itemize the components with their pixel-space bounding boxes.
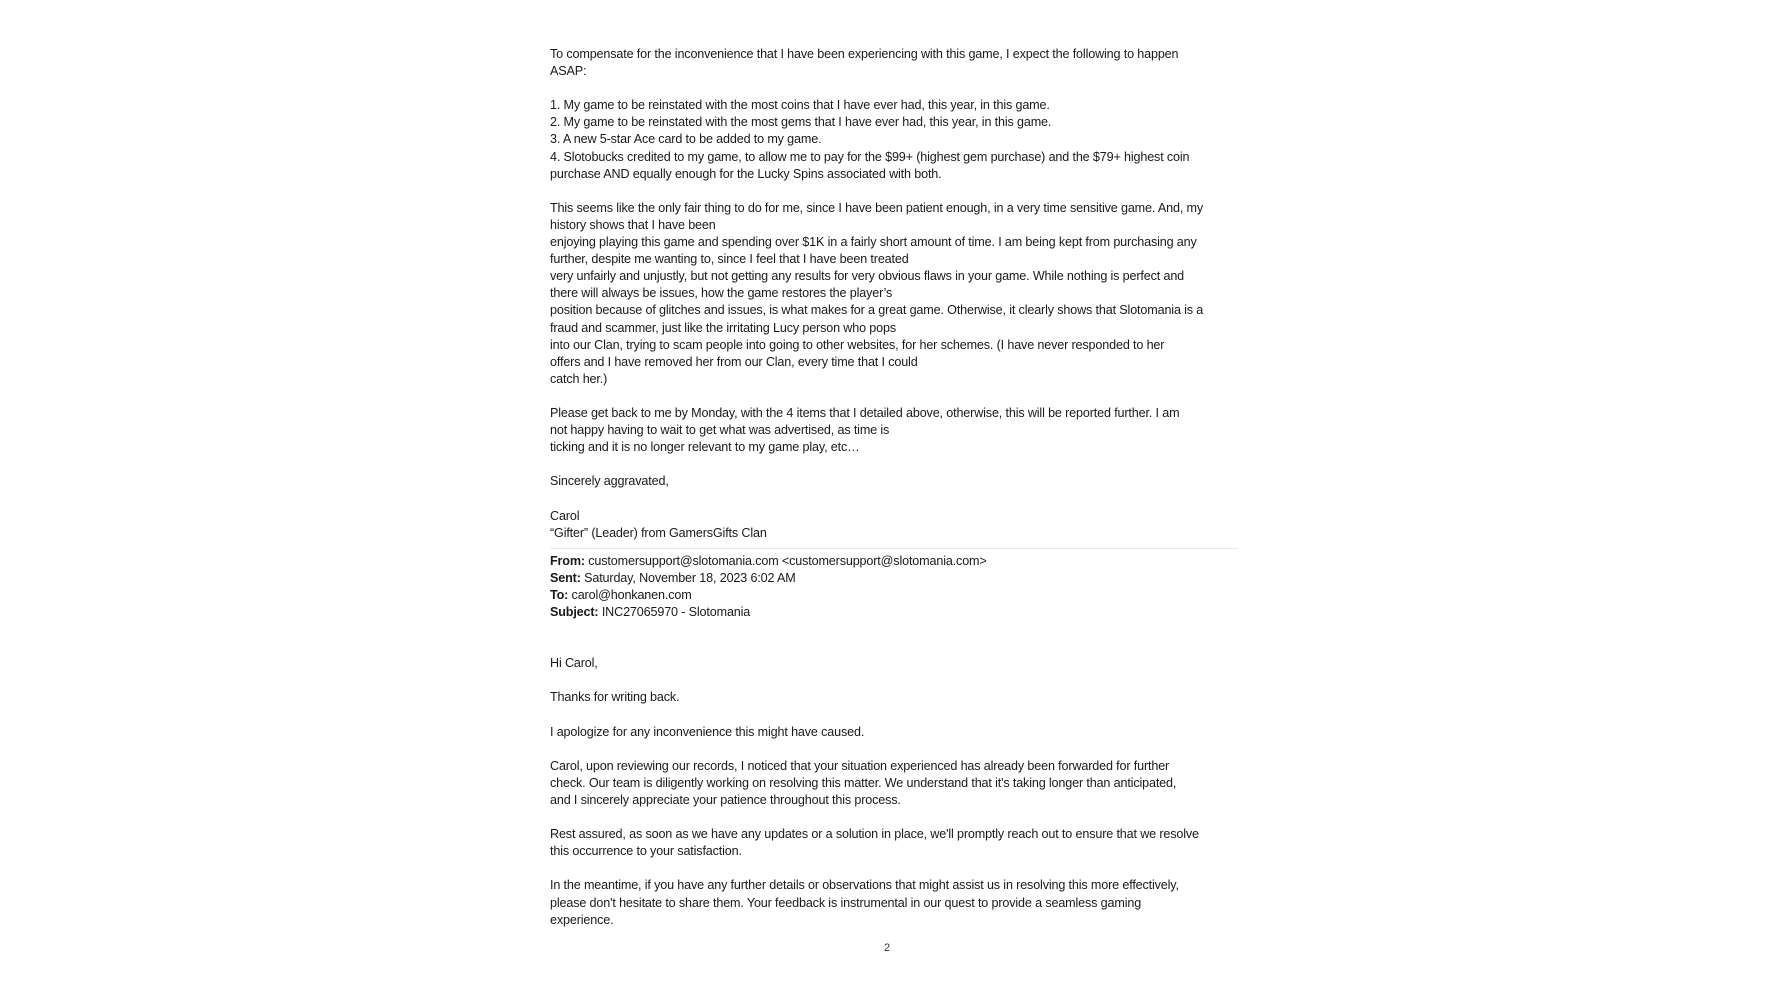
text-line: this occurrence to your satisfaction.	[550, 844, 742, 859]
reply-apology	[550, 724, 1240, 741]
header-subject	[550, 604, 1240, 621]
text-line: This seems like the only fair thing to do for me, since I have been patient enough, in a very time sensitive game. And, my	[550, 200, 1204, 215]
page-number: 2	[884, 942, 891, 954]
text-line: history shows that I have been	[550, 217, 716, 232]
text-line: not happy having to wait to get what was advertised, as time is	[550, 423, 890, 438]
header-to	[550, 587, 1240, 604]
text-line: there will always be issues, how the game restores the player’s	[550, 286, 893, 301]
reply-assurance-paragraph	[550, 826, 1240, 860]
text-line: into our Clan, trying to scam people into going to other websites, for her schemes. (I have never responded to her	[550, 337, 1165, 352]
text-line: Carol, upon reviewing our records, I noticed that your situation experienced has already been forwarded for further	[550, 758, 1170, 773]
text-line: and I sincerely appreciate your patience throughout this process.	[550, 792, 901, 807]
to-value: carol@honkanen.com	[568, 587, 692, 602]
sent-label: Sent:	[550, 570, 581, 585]
reply-meantime-paragraph	[550, 877, 1240, 928]
intro-paragraph	[550, 46, 1240, 80]
text-line: check. Our team is diligently working on resolving this matter. We understand that it's taking longer than anticipated,	[550, 775, 1177, 790]
list-item: 1. My game to be reinstated with the most coins that I have ever had, this year, in this game.	[550, 98, 1050, 113]
closing-text: Sincerely aggravated,	[550, 474, 669, 489]
document-page	[550, 46, 1240, 929]
text-line: very unfairly and unjustly, but not getting any results for very obvious flaws in your game. While nothing is perfect and	[550, 269, 1185, 284]
demands-list	[550, 97, 1240, 182]
text-line: catch her.)	[550, 371, 608, 386]
text-line: offers and I have removed her from our Clan, every time that I could	[550, 354, 918, 369]
subject-value: INC27065970 - Slotomania	[598, 605, 751, 619]
signature-title: “Gifter” (Leader) from GamersGifts Clan	[550, 525, 767, 540]
reply-greeting	[550, 655, 1240, 672]
text-line: Please get back to me by Monday, with the 4 items that I detailed above, otherwise, this will be reported further. I am	[550, 405, 1180, 420]
text-line: further, despite me wanting to, since I feel that I have been treated	[550, 252, 909, 267]
apology-text: I apologize for any inconvenience this might have caused.	[550, 724, 865, 739]
text-line: experience.	[550, 912, 614, 927]
from-label: From:	[550, 553, 585, 568]
list-item: 2. My game to be reinstated with the most gems that I have ever had, this year, in this game.	[550, 115, 1052, 130]
text-line: In the meantime, if you have any further details or observations that might assist us in resolving this more effectively,	[550, 878, 1179, 893]
signature-name: Carol	[550, 508, 580, 523]
list-item: purchase AND equally enough for the Lucky Spins associated with both.	[550, 166, 942, 181]
from-value: customersupport@slotomania.com <customersupport@slotomania.com>	[584, 553, 987, 568]
header-from	[550, 553, 1240, 570]
thanks-text: Thanks for writing back.	[550, 690, 680, 705]
list-item: 4. Slotobucks credited to my game, to allow me to pay for the $99+ (highest gem purchase) and the $79+ highest coin	[550, 149, 1190, 164]
text-line: To compensate for the inconvenience that I have been experiencing with this game, I expect the following to happen	[550, 47, 1179, 61]
reply-thanks	[550, 689, 1240, 706]
deadline-paragraph	[550, 405, 1240, 456]
closing	[550, 473, 1240, 490]
signature	[550, 508, 1240, 542]
email-header	[550, 553, 1240, 621]
spacer	[550, 638, 1240, 655]
text-line: ticking and it is no longer relevant to my game play, etc…	[550, 440, 860, 455]
to-label: To:	[550, 587, 569, 602]
text-line: ASAP:	[550, 64, 587, 79]
email-separator	[550, 548, 1238, 549]
header-sent	[550, 570, 1240, 587]
subject-label: Subject:	[550, 605, 599, 619]
list-item: 3. A new 5-star Ace card to be added to my game.	[550, 132, 822, 147]
text-line: position because of glitches and issues, is what makes for a great game. Otherwise, it clearly shows that Slotomania is a	[550, 303, 1204, 318]
text-line: fraud and scammer, just like the irritating Lucy person who pops	[550, 320, 897, 335]
text-line: Rest assured, as soon as we have any updates or a solution in place, we'll promptly reach out to ensure that we resolve	[550, 827, 1199, 842]
greeting-text: Hi Carol,	[550, 656, 598, 671]
text-line: please don't hesitate to share them. Your feedback is instrumental in our quest to provide a seamless gaming	[550, 895, 1142, 910]
sent-value: Saturday, November 18, 2023 6:02 AM	[580, 570, 796, 585]
reply-review-paragraph	[550, 758, 1240, 809]
fairness-paragraph	[550, 200, 1240, 388]
text-line: enjoying playing this game and spending over $1K in a fairly short amount of time. I am being kept from purchasing any	[550, 235, 1197, 250]
